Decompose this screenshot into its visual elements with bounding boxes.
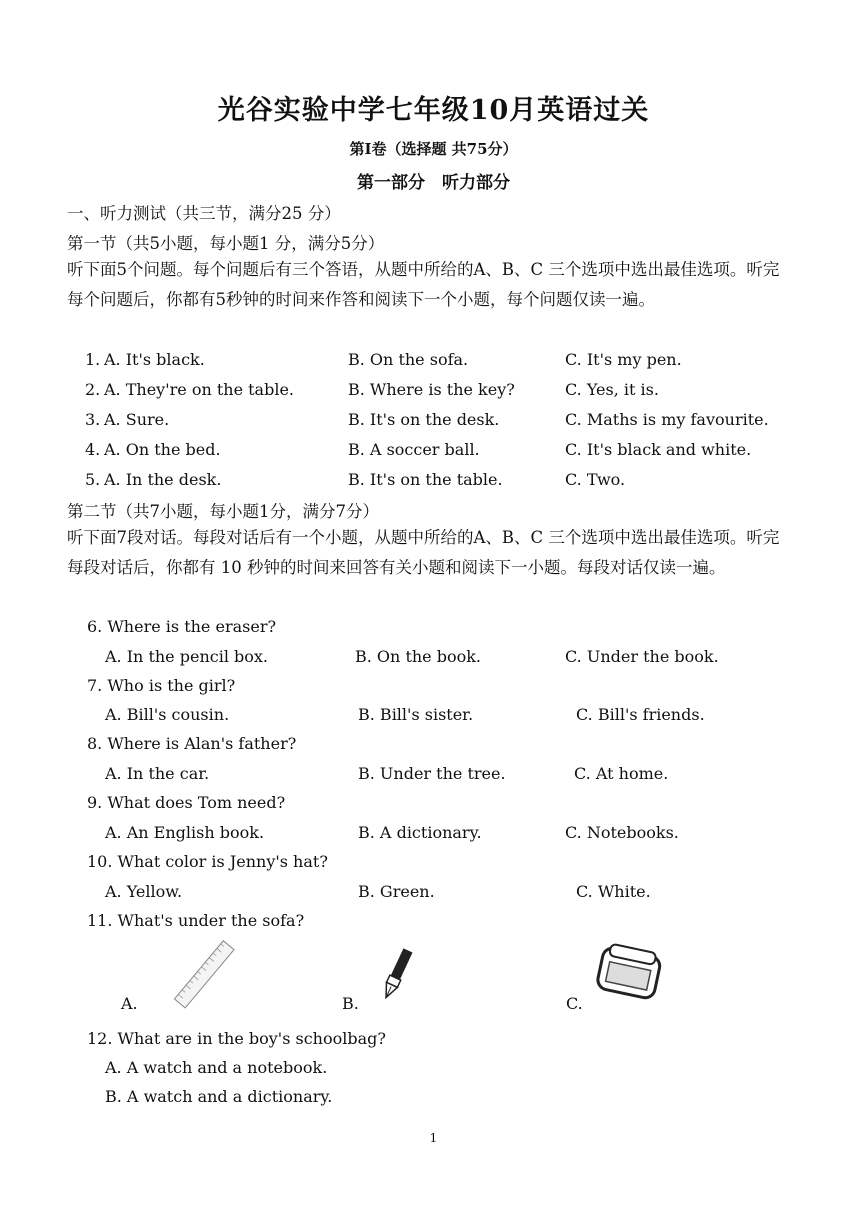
option-c: C. White. — [576, 882, 651, 901]
subsection-2-instructions: 听下面7段对话。每段对话后有一个小题，从题中所给的A、B、C 三个选项中选出最佳选项。听完每段对话后，你都有 10 秒钟的时间来回答有关小题和阅读下一小题。每段对话仅读一遍。 — [67, 528, 780, 577]
option-c: C. — [566, 994, 583, 1013]
option-a: A. A watch and a notebook. — [105, 1058, 328, 1077]
option-b: B. Green. — [358, 882, 435, 901]
option-b: B. Bill's sister. — [358, 705, 474, 724]
option-c: C. Maths is my favourite. — [565, 410, 769, 429]
option-b: B. Where is the key? — [348, 380, 515, 399]
option-a: A. Yellow. — [105, 882, 183, 901]
option-c: C. Bill's friends. — [576, 705, 705, 724]
item-number: 4. — [85, 440, 101, 459]
question-9: 9. What does Tom need? — [87, 793, 286, 812]
option-a: A. It's black. — [104, 350, 205, 369]
question-10: 10. What color is Jenny's hat? — [87, 852, 328, 871]
volume-heading: 第Ⅰ卷（选择题 共75分） — [349, 140, 518, 158]
option-b: B. It's on the desk. — [348, 410, 500, 429]
pen-icon — [372, 944, 422, 1008]
option-c: C. Under the book. — [565, 647, 719, 666]
option-b: B. A dictionary. — [358, 823, 482, 842]
option-a: A. In the desk. — [104, 470, 222, 489]
option-a: A. In the pencil box. — [105, 647, 269, 666]
option-c: C. Notebooks. — [565, 823, 679, 842]
list-item — [0, 350, 867, 376]
option-b: B. On the sofa. — [348, 350, 469, 369]
option-c: C. Yes, it is. — [565, 380, 659, 399]
item-number: 5. — [85, 470, 101, 489]
section-heading: 一、听力测试（共三节，满分25 分） — [67, 204, 341, 223]
item-number: 3. — [85, 410, 101, 429]
question-6: 6. Where is the eraser? — [87, 617, 277, 636]
option-a: A. In the car. — [105, 764, 210, 783]
option-b: B. It's on the table. — [348, 470, 503, 489]
option-a: A. — [121, 994, 138, 1013]
list-item — [0, 410, 867, 436]
item-number: 1. — [85, 350, 101, 369]
option-a: A. Sure. — [104, 410, 170, 429]
option-b: B. — [342, 994, 359, 1013]
pencil-box-icon — [592, 938, 667, 1010]
subsection-1-instructions: 听下面5个问题。每个问题后有三个答语，从题中所给的A、B、C 三个选项中选出最佳选项。听完每个问题后，你都有5秒钟的时间来作答和阅读下一个小题，每个问题仅读一遍。 — [67, 260, 780, 309]
option-b: B. A watch and a dictionary. — [105, 1087, 333, 1106]
option-c: C. It's my pen. — [565, 350, 682, 369]
ruler-icon — [165, 935, 245, 1019]
subsection-2-heading: 第二节（共7小题，每小题1分，满分7分） — [67, 502, 379, 521]
list-item — [0, 470, 867, 496]
subsection-1-heading: 第一节（共5小题，每小题1 分，满分5分） — [67, 234, 385, 253]
list-item — [0, 380, 867, 406]
option-c: C. At home. — [574, 764, 669, 783]
option-b: B. Under the tree. — [358, 764, 506, 783]
option-b: B. On the book. — [355, 647, 482, 666]
part-heading: 第一部分 听力部分 — [357, 173, 510, 193]
option-c: C. Two. — [565, 470, 626, 489]
question-7: 7. Who is the girl? — [87, 676, 236, 695]
option-a: A. An English book. — [105, 823, 265, 842]
page-title: 光谷实验中学七年级10月英语过关 — [217, 95, 650, 126]
option-a: A. On the bed. — [104, 440, 221, 459]
question-11: 11. What's under the sofa? — [87, 911, 305, 930]
option-a: A. They're on the table. — [104, 380, 295, 399]
option-b: B. A soccer ball. — [348, 440, 480, 459]
item-number: 2. — [85, 380, 101, 399]
page-number: 1 — [429, 1131, 438, 1145]
question-8: 8. Where is Alan's father? — [87, 734, 297, 753]
list-item — [0, 440, 867, 466]
option-c: C. It's black and white. — [565, 440, 752, 459]
option-a: A. Bill's cousin. — [105, 705, 230, 724]
question-12: 12. What are in the boy's schoolbag? — [87, 1029, 386, 1048]
